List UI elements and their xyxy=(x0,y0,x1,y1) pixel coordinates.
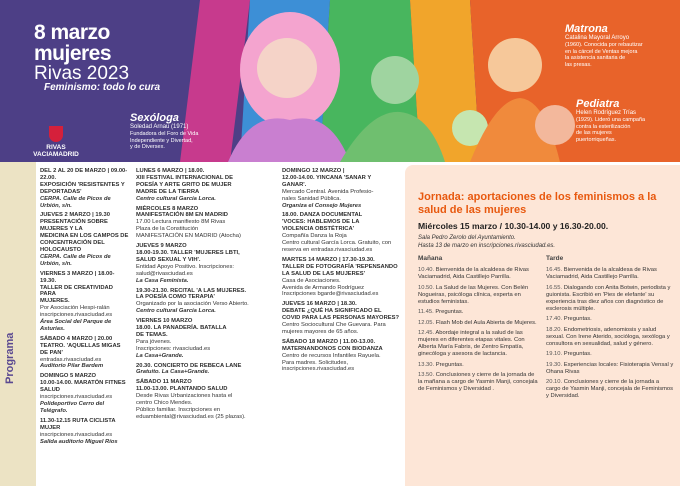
program-event xyxy=(136,363,272,377)
event-detail: Por Asociación Hespi-ralán xyxy=(40,305,110,312)
program-event xyxy=(40,418,130,446)
program-event xyxy=(282,212,402,253)
logo-text-2: VACIAMADRID xyxy=(33,151,79,158)
pediatra-role: Pediatra xyxy=(576,98,620,110)
program-column-1 xyxy=(40,168,130,448)
sexologa-role: Sexóloga xyxy=(130,112,179,124)
schedule-time: 16.45. xyxy=(546,267,563,273)
schedule-text: Experiencias locales: Fisioterapia Vensal y Ohana Rivas xyxy=(546,361,674,375)
program-event xyxy=(136,206,272,241)
event-title: 11.30-12.15 RUTA CICLISTA MUJER xyxy=(40,417,116,431)
matrona-desc: las presas. xyxy=(565,61,592,68)
event-venue: CERPA. Calle de Picos de Urbión, s/n. xyxy=(40,253,111,267)
event-title: MIÉRCOLES 8 MARZO xyxy=(136,205,199,212)
morning-schedule xyxy=(418,267,538,397)
event-title: VIERNES 3 MARZO | 18.00-19.30. xyxy=(40,270,115,284)
event-title: JUEVES 2 MARZO | 19.30 xyxy=(40,212,110,219)
event-title xyxy=(34,22,129,84)
event-detail: Avenida de Armando Rodríguez xyxy=(282,284,365,291)
schedule-time: 19.10. xyxy=(546,351,563,357)
event-title: 18.00-19.30. TALLER 'MUJERES LBTI, xyxy=(136,249,240,256)
event-title: CONCENTRACIÓN DEL HOLOCAUSTO xyxy=(40,240,105,253)
event-detail: Organizado por la asociación Verso Abierto. xyxy=(136,301,249,308)
event-detail: Mercado Central. Avenida Profesio- xyxy=(282,188,374,195)
jornada-date: Miércoles 15 marzo / 10.30-14.00 y 16.30-20.00. xyxy=(418,221,609,231)
program-event xyxy=(136,318,272,359)
schedule-text: Conclusiones y cierre de la jornada de la mañana a cargo de Yasmin Manji, concejala de Feminismos y Diversidad . xyxy=(418,372,538,392)
event-title: DE TEMAS. xyxy=(136,331,168,338)
event-detail: Para madres. Solicitudes, xyxy=(282,359,349,366)
event-title: 10.00-14.00. MARATÓN FITNES SALUD xyxy=(40,380,126,394)
event-title: COVID PARA LAS PERSONAS MAYORES? xyxy=(282,315,400,322)
slogan: Feminismo: todo lo cura xyxy=(44,82,161,93)
program-event xyxy=(136,288,272,316)
event-detail: Público familiar. Inscripciones en xyxy=(136,407,221,413)
event-title: SÁBADO 4 MARZO | 20.00 xyxy=(40,335,113,342)
event-detail: Centro cultural García Lorca. Gratuito, con xyxy=(282,240,392,247)
event-detail: 17.00 Lectura manifiesto 8M Rivas xyxy=(136,219,226,226)
program-label: Programa xyxy=(4,332,16,384)
schedule-item xyxy=(546,285,674,313)
schedule-text: Preguntas. xyxy=(563,351,592,357)
event-title: TALLER DE CREATIVIDAD PARA xyxy=(40,284,113,298)
event-title: MUJERES. xyxy=(40,298,70,305)
event-title: 20.30. CONCIERTO DE REBECA LANE xyxy=(136,362,242,369)
program-band xyxy=(0,162,36,486)
schedule-time: 10.50. xyxy=(418,284,435,291)
program-event xyxy=(282,339,402,374)
jornada-place: Sala Pedro Zerolo del Ayuntamiento. xyxy=(418,235,516,241)
event-detail: Centro Sociocultural Che Guevara. Para xyxy=(282,322,386,329)
event-title: 18.00. DANZA DOCUMENTAL xyxy=(282,212,363,219)
program-column-3 xyxy=(282,168,402,376)
event-venue: La Casa+Grande. xyxy=(136,352,184,359)
program-event xyxy=(136,243,272,284)
schedule-text: Conclusiones y cierre de la jornada a cargo de Yasmin Manji, concejala de Feminismos y Diversidad. xyxy=(546,379,674,399)
schedule-text: La Salud de las Mujeres. Con Belén Nogueiras, psicóloga clínica, experta en estudios feministas. xyxy=(418,284,529,305)
event-detail: Entidad Apoyo Positivo. Inscripciones: salud@rivasciudad.es xyxy=(136,263,234,277)
schedule-text: Flash Mob del Aula Abierta de Mujeres. xyxy=(435,319,537,326)
morning-heading: Mañana xyxy=(418,255,443,262)
jornada-panel xyxy=(405,165,680,486)
event-venue: Salida auditorio Miguel Ríos xyxy=(40,438,118,445)
rivas-shield-icon xyxy=(49,126,63,142)
event-detail: Inscripciones: rivasciudad.es xyxy=(136,345,211,352)
afternoon-heading: Tarde xyxy=(546,255,564,262)
schedule-text: Preguntas. xyxy=(435,361,464,368)
program-event xyxy=(40,212,130,267)
schedule-item xyxy=(418,330,538,358)
header-banner xyxy=(0,0,680,162)
event-title: MANIFESTACIÓN 8M EN MADRID xyxy=(136,212,228,219)
pediatra-caption xyxy=(576,98,676,143)
event-title: SÁBADO 18 MARZO | 11.00-13.00. xyxy=(282,338,376,345)
event-detail: centro Chico Mendes. xyxy=(136,400,193,407)
schedule-item xyxy=(546,362,674,376)
event-venue: Centro cultural García Lorca. xyxy=(136,308,216,315)
event-title: XIII FESTIVAL INTERNACIONAL DE xyxy=(136,174,233,181)
event-detail: inscripciones.rivasciudad.es xyxy=(40,312,113,319)
matrona-name: Catalina Mayoral Arroyo xyxy=(565,35,630,41)
event-title: MEDICINA EN LOS CAMPOS DE xyxy=(40,233,129,240)
event-title: SALUD SEXUAL Y VIH'. xyxy=(136,256,201,263)
program-event xyxy=(40,336,130,371)
event-venue: Centro cultural García Lorca. xyxy=(136,195,216,202)
schedule-text: Preguntas. xyxy=(435,309,464,315)
event-title: 19.30-21.30. RECITAL 'A LAS MUJERES. xyxy=(136,287,247,294)
event-detail: Para jóvenes. xyxy=(136,338,172,345)
event-title: JUEVES 9 MARZO xyxy=(136,243,187,250)
schedule-text: Preguntas. xyxy=(563,316,592,322)
event-detail: entradas.rivasciudad.es xyxy=(40,356,102,363)
event-venue: CERPA. Calle de Picos de Urbión, s/n. xyxy=(40,195,111,209)
event-detail: Compañía Danza la Roja xyxy=(282,233,347,240)
schedule-time: 13.30. xyxy=(418,361,435,368)
schedule-time: 16.55. xyxy=(546,284,563,291)
schedule-item xyxy=(546,267,674,281)
event-title: VIOLENCIA OBSTÉTRICA' xyxy=(282,226,355,233)
schedule-item xyxy=(418,285,538,306)
event-venue: Área Social del Parque de Asturias. xyxy=(40,319,112,332)
event-detail: Desde Rivas Urbanizaciones hasta el xyxy=(136,393,233,400)
schedule-time: 12.45. xyxy=(418,330,435,336)
schedule-item xyxy=(546,316,674,323)
event-venue: Polideportivo Cerro del Telégrafo. xyxy=(40,401,105,414)
schedule-time: 11.45. xyxy=(418,309,434,315)
event-title: VIERNES 10 MARZO xyxy=(136,318,193,325)
schedule-item xyxy=(418,309,538,316)
schedule-text: Bienvenida de la alcaldesa de Rivas Vaciamadrid, Aida Castillejo Parrilla. xyxy=(418,267,529,280)
event-detail: inscripciones.rivasciudad.es xyxy=(282,366,355,373)
schedule-text: Bienvenida de la alcaldesa de Rivas Vaciamadrid, Aida Castillejo Parrilla. xyxy=(546,267,657,280)
event-venue: La Casa Feminista. xyxy=(136,277,189,284)
matrona-role: Matrona xyxy=(565,23,608,35)
program-event xyxy=(282,301,402,336)
title-line-2: mujeres xyxy=(34,42,112,65)
event-detail: inscripciones.rivasciudad.es xyxy=(40,431,113,438)
matrona-desc: en la cárcel de Ventas mejora xyxy=(565,48,638,55)
schedule-text: Dialogando con Anita Botwin, periodista y guionista. Escribió en 'Pies de elefante' su experiencia tras diez años con diagnóstico de esclerosis múltiple. xyxy=(546,284,671,312)
pediatra-desc: (1929). Lideró una campaña xyxy=(576,117,646,123)
sexologa-caption xyxy=(130,112,220,151)
jornada-title: Jornada: aportaciones de los feminismos a la salud de las mujeres xyxy=(418,191,657,216)
event-detail: Centro de recursos Infantiles Rayuela. xyxy=(282,352,381,359)
schedule-time: 12.05. xyxy=(418,319,435,326)
rivas-logo xyxy=(33,126,79,158)
event-detail: Casa de Asociaciones. xyxy=(282,277,341,284)
event-title: LA POESÍA COMO TERAPIA' xyxy=(136,294,215,301)
matrona-desc: (1960). Conocida por rebautizar xyxy=(565,42,643,48)
event-title: DEPORTADAS' xyxy=(40,188,82,195)
event-title: 11.00-13.00. PLANTANDO SALUD xyxy=(136,386,228,393)
pediatra-desc: puertorriqueñas. xyxy=(576,136,617,143)
event-detail: nales Sanidad Pública. xyxy=(282,195,341,202)
event-detail: eduambiental@rivasciudad.es (25 plazas). xyxy=(136,413,246,420)
pediatra-desc: de las mujeres xyxy=(576,130,612,136)
event-detail: MANIFESTACIÓN EN MADRID (Atocha) xyxy=(136,233,241,240)
event-title: DEBATE ¿QUÉ HA SIGNIFICADO EL xyxy=(282,308,382,315)
program-event xyxy=(40,168,130,209)
schedule-item xyxy=(418,362,538,369)
schedule-item xyxy=(418,267,538,281)
event-title: SÁBADO 11 MARZO xyxy=(136,379,192,386)
sexologa-name: Soledad Arnau (1971) xyxy=(130,124,189,130)
schedule-time: 18.20. xyxy=(546,326,563,333)
event-title: 'VOCES: HABLEMOS DE LA xyxy=(282,219,360,226)
pediatra-desc: contra la esterilización xyxy=(576,123,631,130)
event-title: DOMINGO 12 MARZO | xyxy=(282,168,345,174)
event-detail: Plaza de la Constitución xyxy=(136,226,199,233)
event-title: JUEVES 16 MARZO | 18.30. xyxy=(282,301,357,308)
title-line-1: 8 marzo xyxy=(34,21,110,44)
schedule-item xyxy=(546,327,674,348)
program-event xyxy=(136,379,272,420)
event-title: DOMINGO 5 MARZO xyxy=(40,373,97,380)
event-venue: Gratuito. La Casa+Grande. xyxy=(136,369,210,376)
matrona-caption xyxy=(565,23,675,68)
program-event xyxy=(40,271,130,333)
event-title: 12.00-14.00. YINCANA 'SANAR Y xyxy=(282,174,372,181)
pediatra-name: Helen Rodríguez Trías xyxy=(576,110,637,116)
event-title: LUNES 6 MARZO | 18.00. xyxy=(136,168,205,174)
schedule-text: Endometriosis, adenomiosis y salud sexual. Con Irene Aterido, socióloga, sexóloga y consultora en sexualidad, salud y género. xyxy=(546,326,670,347)
event-detail: mujeres mayores de 65 años. xyxy=(282,328,359,335)
logo-text-1: RIVAS xyxy=(46,144,66,151)
event-title: 18.00. LA PANADERÍA. BATALLA xyxy=(136,325,227,332)
event-detail: reserva en entradas.rivasciudad.es xyxy=(282,246,373,253)
event-title: TALLER DE FOTOGRAFÍA 'REPENSANDO xyxy=(282,263,398,270)
event-detail: Inscripciones bgarde@rivasciudad.es xyxy=(282,291,379,298)
event-title: DEL 2 AL 20 DE MARZO | 09.00-22.00. xyxy=(40,168,128,181)
sexologa-desc: Fundadora del Foro de Vida xyxy=(130,131,199,137)
schedule-time: 20.10. xyxy=(546,379,563,385)
program-event xyxy=(40,373,130,414)
sexologa-desc: Independiente y Divertad, xyxy=(130,137,193,144)
schedule-time: 17.40. xyxy=(546,316,563,322)
event-title: LA SALUD DE LAS MUJERES' xyxy=(282,270,365,277)
event-title: GANAR'. xyxy=(282,181,307,188)
event-title: EXPOSICIÓN 'RESISTENTES Y xyxy=(40,181,125,188)
event-title: POESÍA Y ARTE GRITO DE MUJER xyxy=(136,181,232,188)
program-event xyxy=(282,168,402,209)
event-detail: inscripciones.rivasciudad.es xyxy=(40,394,113,401)
program-event xyxy=(136,168,272,203)
event-title: MARTES 14 MARZO | 17.30-19.30. xyxy=(282,256,375,263)
event-title: MADRE DE LA TIERRA xyxy=(136,188,200,195)
schedule-item xyxy=(418,320,538,327)
event-title: TEATRO. 'AQUELLAS MIGAS DE PAN' xyxy=(40,342,121,356)
schedule-time: 13.50. xyxy=(418,372,435,378)
matrona-desc: la asistencia sanitaria de xyxy=(565,55,626,61)
schedule-text: Abordaje integral a la salud de las mujeres en diferentes etapas vitales. Con Alberta María Fabris, de Zentro Empatía, ginecóloga y asesora de lactancia. xyxy=(418,330,525,357)
jornada-registration: Hasta 13 de marzo en inscripciones.rivasciudad.es. xyxy=(418,243,556,249)
title-line-3: Rivas 2023 xyxy=(34,63,130,84)
afternoon-schedule xyxy=(546,267,674,404)
schedule-item xyxy=(546,379,674,400)
sexologa-desc: y de Diversex. xyxy=(130,144,165,150)
event-title: PRESENTACIÓN SOBRE MUJERES Y LA xyxy=(40,219,108,233)
schedule-item xyxy=(546,351,674,358)
program-event xyxy=(282,257,402,298)
event-venue: Organiza el Consejo Mujeres xyxy=(282,202,362,209)
schedule-time: 10.40. xyxy=(418,267,435,273)
event-venue: Auditorio Pilar Bardem xyxy=(40,363,104,370)
event-title: MATERNANDONOS CON BIODANZA xyxy=(282,345,383,352)
program-column-2 xyxy=(136,168,272,424)
schedule-item xyxy=(418,372,538,393)
schedule-time: 19.30. xyxy=(546,361,563,368)
